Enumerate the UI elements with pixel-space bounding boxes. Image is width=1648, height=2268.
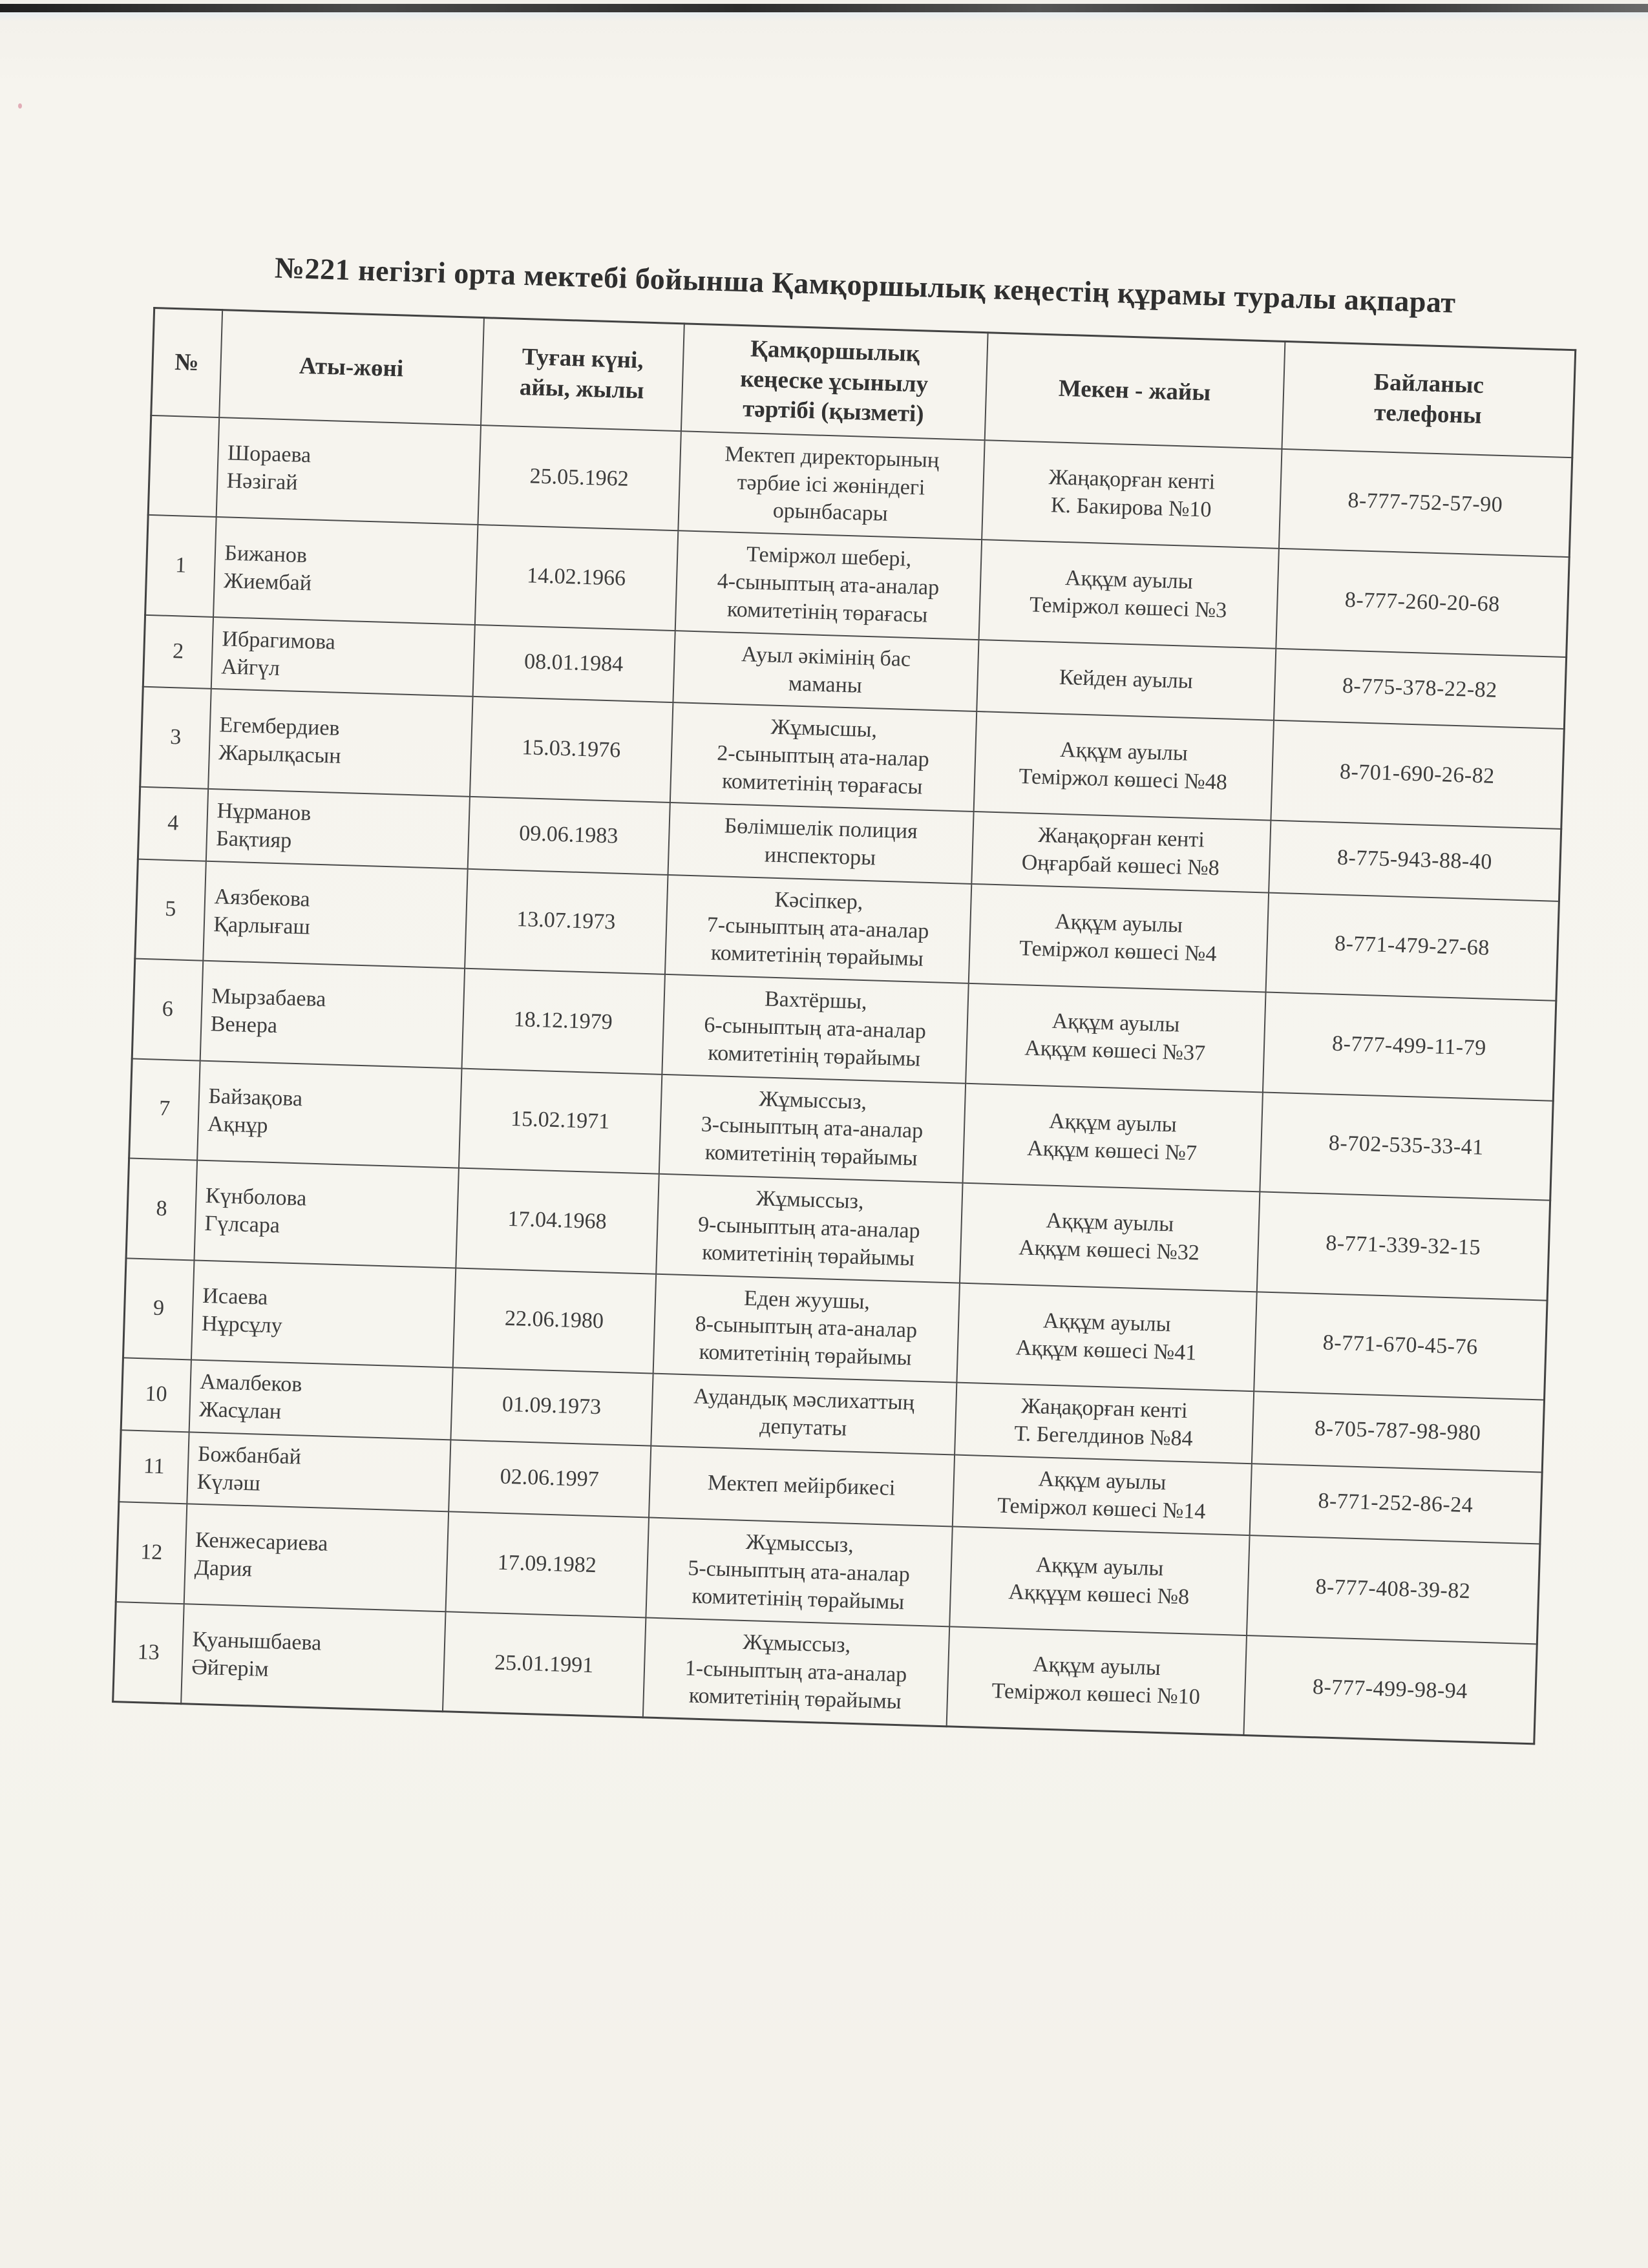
cell-duty: Аудандық мәслихаттың депутаты xyxy=(651,1374,956,1455)
board-table-body xyxy=(113,415,1572,1744)
cell-number: 10 xyxy=(121,1358,191,1432)
cell-phone: 8-777-260-20-68 xyxy=(1276,549,1569,657)
cell-duty: Кәсіпкер, 7-сыныптың ата-аналар комитетінің төрайымы xyxy=(664,875,971,983)
cell-number: 11 xyxy=(119,1430,189,1504)
cell-name: Нұрманов Бақтияр xyxy=(206,789,469,869)
cell-address: Аққұм ауылы Аққұм көшесі №41 xyxy=(956,1283,1256,1391)
cell-phone: 8-705-787-98-980 xyxy=(1251,1391,1544,1472)
cell-address: Аққұм ауылы Аққұм көшесі №37 xyxy=(966,983,1265,1092)
cell-birthdate: 18.12.1979 xyxy=(461,969,664,1075)
cell-birthdate: 15.02.1971 xyxy=(458,1068,661,1174)
cell-phone: 8-702-535-33-41 xyxy=(1260,1092,1553,1201)
cell-duty: Теміржол шебері, 4-сыныптың ата-аналар комитетінің төрағасы xyxy=(675,531,981,640)
cell-name: Аязбекова Қарлығаш xyxy=(203,861,467,968)
cell-duty: Жұмыссыз, 1-сыныптың ата-аналар комитетінің төрайымы xyxy=(642,1617,949,1727)
cell-birthdate: 09.06.1983 xyxy=(467,797,670,875)
column-header-address: Мекен - жайы xyxy=(984,333,1285,449)
cell-address: Аққұм ауылы Теміржол көшесі №10 xyxy=(946,1626,1246,1736)
scanner-edge-glow xyxy=(0,12,1648,21)
cell-name: Исаева Нұрсұлу xyxy=(191,1260,455,1367)
cell-number: 3 xyxy=(140,687,211,789)
cell-birthdate: 14.02.1966 xyxy=(474,525,677,631)
cell-number: 12 xyxy=(116,1502,187,1604)
cell-birthdate: 17.04.1968 xyxy=(456,1168,659,1274)
cell-number: 5 xyxy=(135,859,206,961)
column-header-phone: Байланыс телефоны xyxy=(1282,341,1576,457)
cell-address: Жаңақорған кенті Т. Бегелдинов №84 xyxy=(955,1383,1254,1464)
cell-number xyxy=(148,415,219,518)
cell-number: 9 xyxy=(123,1258,194,1360)
cell-phone: 8-775-943-88-40 xyxy=(1269,821,1561,901)
cell-name: Божбанбай Күләш xyxy=(187,1432,450,1512)
scan-speck xyxy=(18,103,22,109)
cell-address: Аққұм ауылы Теміржол көшесі №48 xyxy=(973,711,1273,820)
cell-name: Бижанов Жиембай xyxy=(213,517,478,624)
cell-address: Аққұм ауылы Теміржол көшесі №4 xyxy=(968,883,1268,992)
column-header-number: № xyxy=(151,308,222,417)
cell-name: Амалбеков Жасұлан xyxy=(189,1360,452,1440)
cell-duty: Мектеп директорының тәрбие ісі жөніндегі орынбасары xyxy=(678,431,984,540)
cell-address: Жаңақорған кенті К. Бакирова №10 xyxy=(982,440,1282,549)
cell-phone: 8-777-499-11-79 xyxy=(1262,992,1556,1101)
cell-duty: Еден жуушы, 8-сыныптың ата-аналар комитетінің төрайымы xyxy=(653,1274,959,1382)
cell-phone: 8-701-690-26-82 xyxy=(1271,720,1564,829)
cell-phone: 8-771-670-45-76 xyxy=(1254,1292,1547,1400)
cell-address: Кейден ауылы xyxy=(977,640,1276,720)
cell-phone: 8-771-252-86-24 xyxy=(1249,1464,1542,1544)
scanner-edge-artifact xyxy=(0,4,1648,12)
cell-name: Күнболова Гүлсара xyxy=(194,1160,458,1268)
cell-name: Байзақова Ақнұр xyxy=(197,1060,461,1168)
cell-number: 2 xyxy=(143,615,213,689)
board-members-table xyxy=(112,307,1576,1745)
document-title: №221 негізгі орта мектебі бойынша Қамқоршылық кеңестің құрамы туралы ақпарат xyxy=(274,251,1457,319)
cell-birthdate: 02.06.1997 xyxy=(449,1440,651,1518)
scanned-page xyxy=(112,247,1576,1745)
cell-number: 8 xyxy=(126,1158,197,1260)
cell-birthdate: 17.09.1982 xyxy=(445,1512,648,1618)
cell-number: 4 xyxy=(138,787,207,861)
cell-duty: Жұмыссыз, 5-сыныптың ата-аналар комитетінің төрайымы xyxy=(646,1518,952,1626)
cell-phone: 8-777-408-39-82 xyxy=(1246,1535,1539,1644)
cell-birthdate: 01.09.1973 xyxy=(450,1367,653,1445)
cell-number: 7 xyxy=(129,1058,200,1160)
cell-duty: Жұмысшы, 2-сыныптың ата-налар комитетінің төрағасы xyxy=(670,703,976,812)
cell-address: Аққұм ауылы Аққұм көшесі №7 xyxy=(962,1083,1262,1192)
cell-name: Ибрагимова Айгүл xyxy=(211,617,474,697)
cell-birthdate: 13.07.1973 xyxy=(465,868,668,974)
cell-name: Мырзабаева Венера xyxy=(200,961,464,1068)
column-header-duty: Қамқоршылық кеңеске ұсынылу тәртібі (қызметі) xyxy=(681,324,988,440)
cell-name: Шораева Нәзігай xyxy=(216,417,480,525)
cell-phone: 8-775-378-22-82 xyxy=(1274,649,1567,730)
cell-address: Аққұм ауылы Аққұм көшесі №32 xyxy=(959,1183,1259,1292)
cell-name: Кенжесариева Дария xyxy=(184,1504,448,1612)
cell-name: Қуанышбаева Әйгерім xyxy=(181,1604,445,1712)
cell-address: Аққұм ауылы Теміржол көшесі №3 xyxy=(978,540,1278,648)
cell-duty: Бөлімшелік полиция инспекторы xyxy=(668,803,973,884)
cell-duty: Вахтёршы, 6-сыныптың ата-аналар комитетінің төрайымы xyxy=(662,974,968,1083)
cell-duty: Жұмыссыз, 3-сыныптың ата-аналар комитетінің төрайымы xyxy=(659,1074,965,1182)
cell-duty: Мектеп мейірбикесі xyxy=(648,1445,954,1527)
column-header-name: Аты-жөні xyxy=(219,310,484,425)
column-header-birthdate: Туған күні, айы, жылы xyxy=(481,318,684,431)
cell-duty: Ауыл әкімінің бас маманы xyxy=(673,631,978,712)
cell-birthdate: 15.03.1976 xyxy=(469,697,672,803)
cell-address: Аққұм ауылы Теміржол көшесі №14 xyxy=(952,1454,1251,1535)
cell-address: Жаңақорған кенті Оңғарбай көшесі №8 xyxy=(971,812,1271,892)
cell-address: Аққұм ауылы Аққұұм көшесі №8 xyxy=(949,1527,1249,1635)
cell-birthdate: 08.01.1984 xyxy=(472,625,675,703)
cell-phone: 8-771-339-32-15 xyxy=(1256,1192,1550,1300)
cell-birthdate: 25.01.1991 xyxy=(442,1612,645,1717)
cell-phone: 8-777-752-57-90 xyxy=(1278,449,1572,558)
cell-phone: 8-771-479-27-68 xyxy=(1265,892,1559,1001)
cell-duty: Жұмыссыз, 9-сыныптың ата-аналар комитетінің төрайымы xyxy=(656,1174,962,1283)
cell-name: Егембердиев Жарылқасын xyxy=(208,689,472,796)
cell-birthdate: 22.06.1980 xyxy=(452,1268,655,1374)
cell-number: 6 xyxy=(132,959,203,1061)
cell-number: 1 xyxy=(145,515,217,617)
cell-birthdate: 25.05.1962 xyxy=(478,425,681,531)
cell-phone: 8-777-499-98-94 xyxy=(1243,1635,1537,1744)
cell-number: 13 xyxy=(113,1602,184,1704)
